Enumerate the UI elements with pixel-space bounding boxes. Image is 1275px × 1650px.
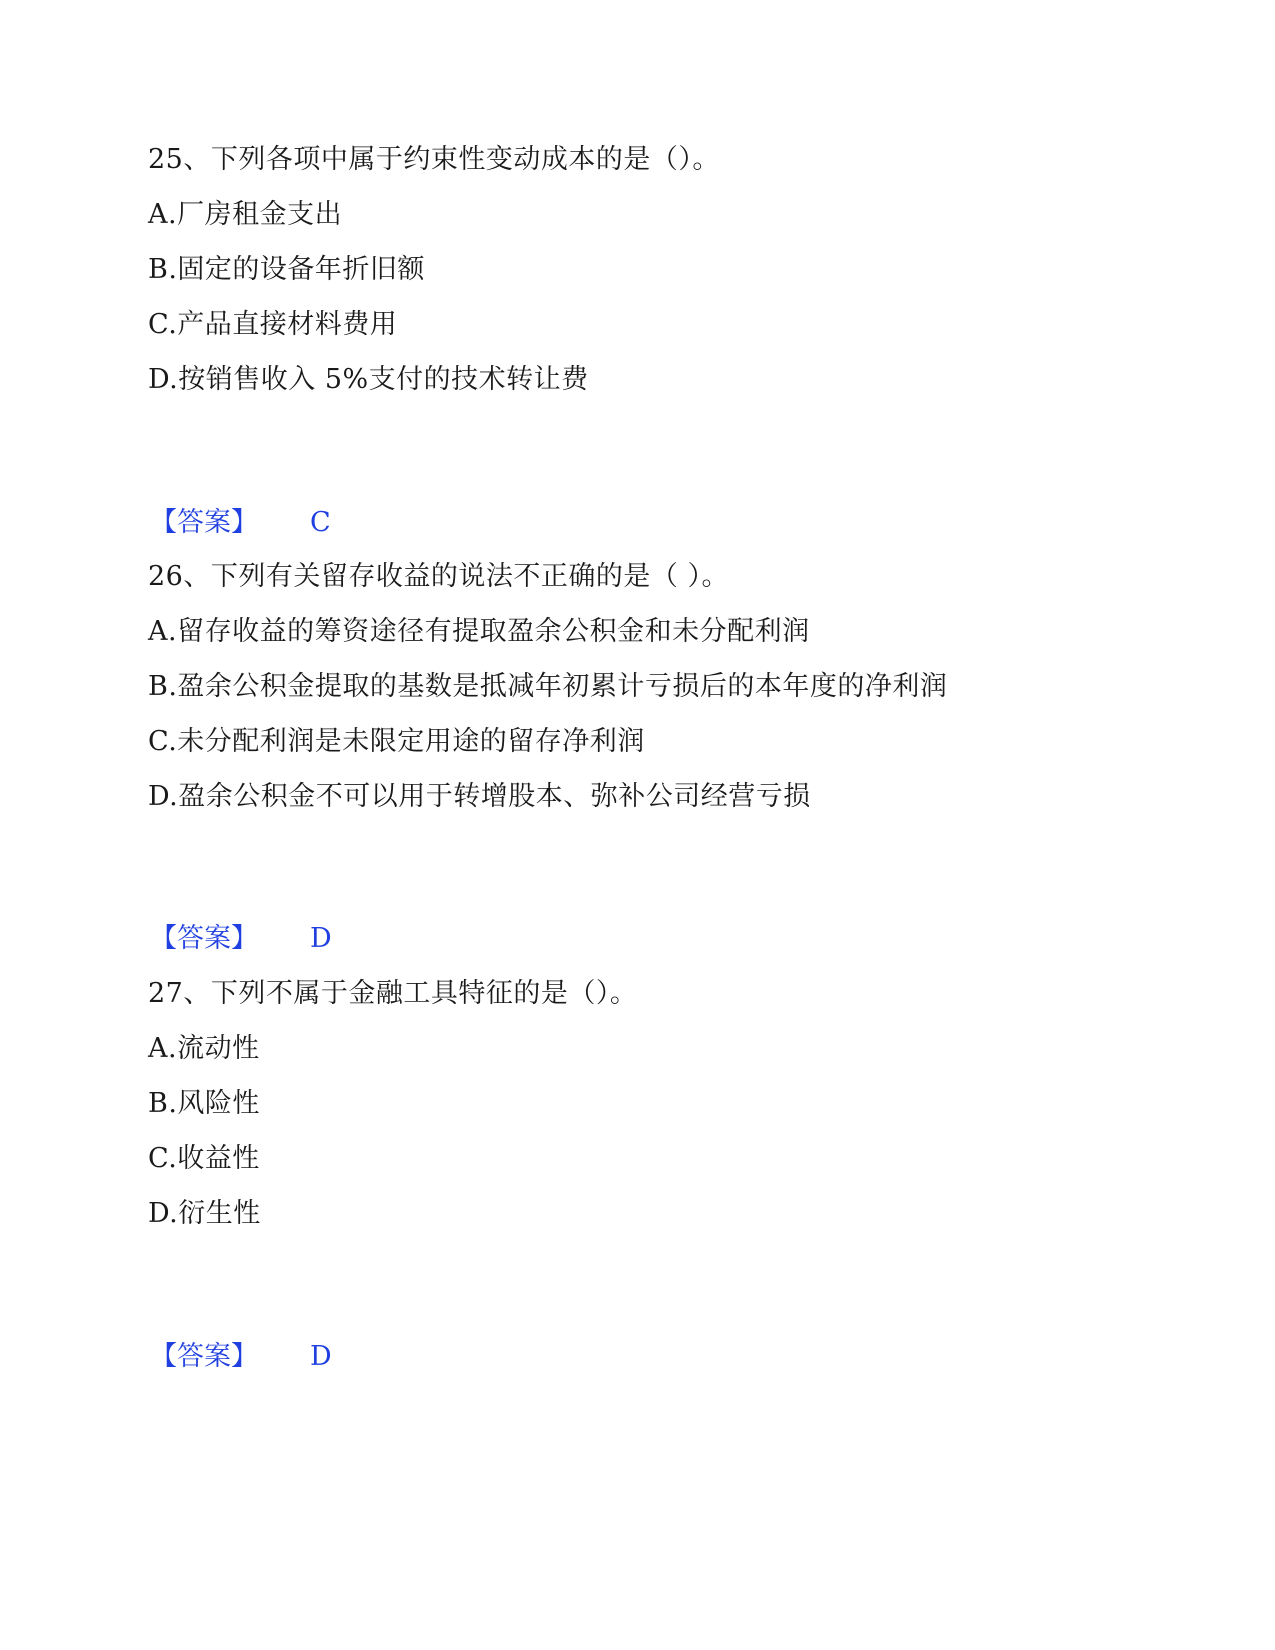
question-25-option-c: C.产品直接材料费用 xyxy=(148,309,398,340)
question-27-option-c: C.收益性 xyxy=(148,1143,260,1174)
question-27-option-b: B.风险性 xyxy=(148,1088,260,1119)
question-25-stem: 25、下列各项中属于约束性变动成本的是（）。 xyxy=(148,144,720,175)
question-27-answer xyxy=(150,1340,332,1374)
question-25-option-b: B.固定的设备年折旧额 xyxy=(148,254,425,285)
answer-value: D xyxy=(310,923,332,954)
answer-value: D xyxy=(310,1341,332,1372)
question-26-option-c: C.未分配利润是未限定用途的留存净利润 xyxy=(148,726,645,757)
question-26-option-d: D.盈余公积金不可以用于转增股本、弥补公司经营亏损 xyxy=(148,781,811,812)
question-25-option-a: A.厂房租金支出 xyxy=(148,199,343,230)
question-27-option-a: A.流动性 xyxy=(148,1033,260,1064)
question-27-stem: 27、下列不属于金融工具特征的是（）。 xyxy=(148,978,638,1009)
question-27-option-d: D.衍生性 xyxy=(148,1198,261,1229)
answer-label: 【答案】 xyxy=(150,923,258,954)
question-26-option-a: A.留存收益的筹资途径有提取盈余公积金和未分配利润 xyxy=(148,616,810,647)
question-25-option-d: D.按销售收入 5%支付的技术转让费 xyxy=(148,364,589,395)
question-26-stem: 26、下列有关留存收益的说法不正确的是（ ）。 xyxy=(148,561,729,592)
answer-value: C xyxy=(310,507,331,538)
question-26-answer xyxy=(150,922,332,956)
question-26-option-b: B.盈余公积金提取的基数是抵减年初累计亏损后的本年度的净利润 xyxy=(148,671,948,702)
answer-label: 【答案】 xyxy=(150,507,258,538)
answer-label: 【答案】 xyxy=(150,1341,258,1372)
question-25-answer xyxy=(150,506,331,540)
